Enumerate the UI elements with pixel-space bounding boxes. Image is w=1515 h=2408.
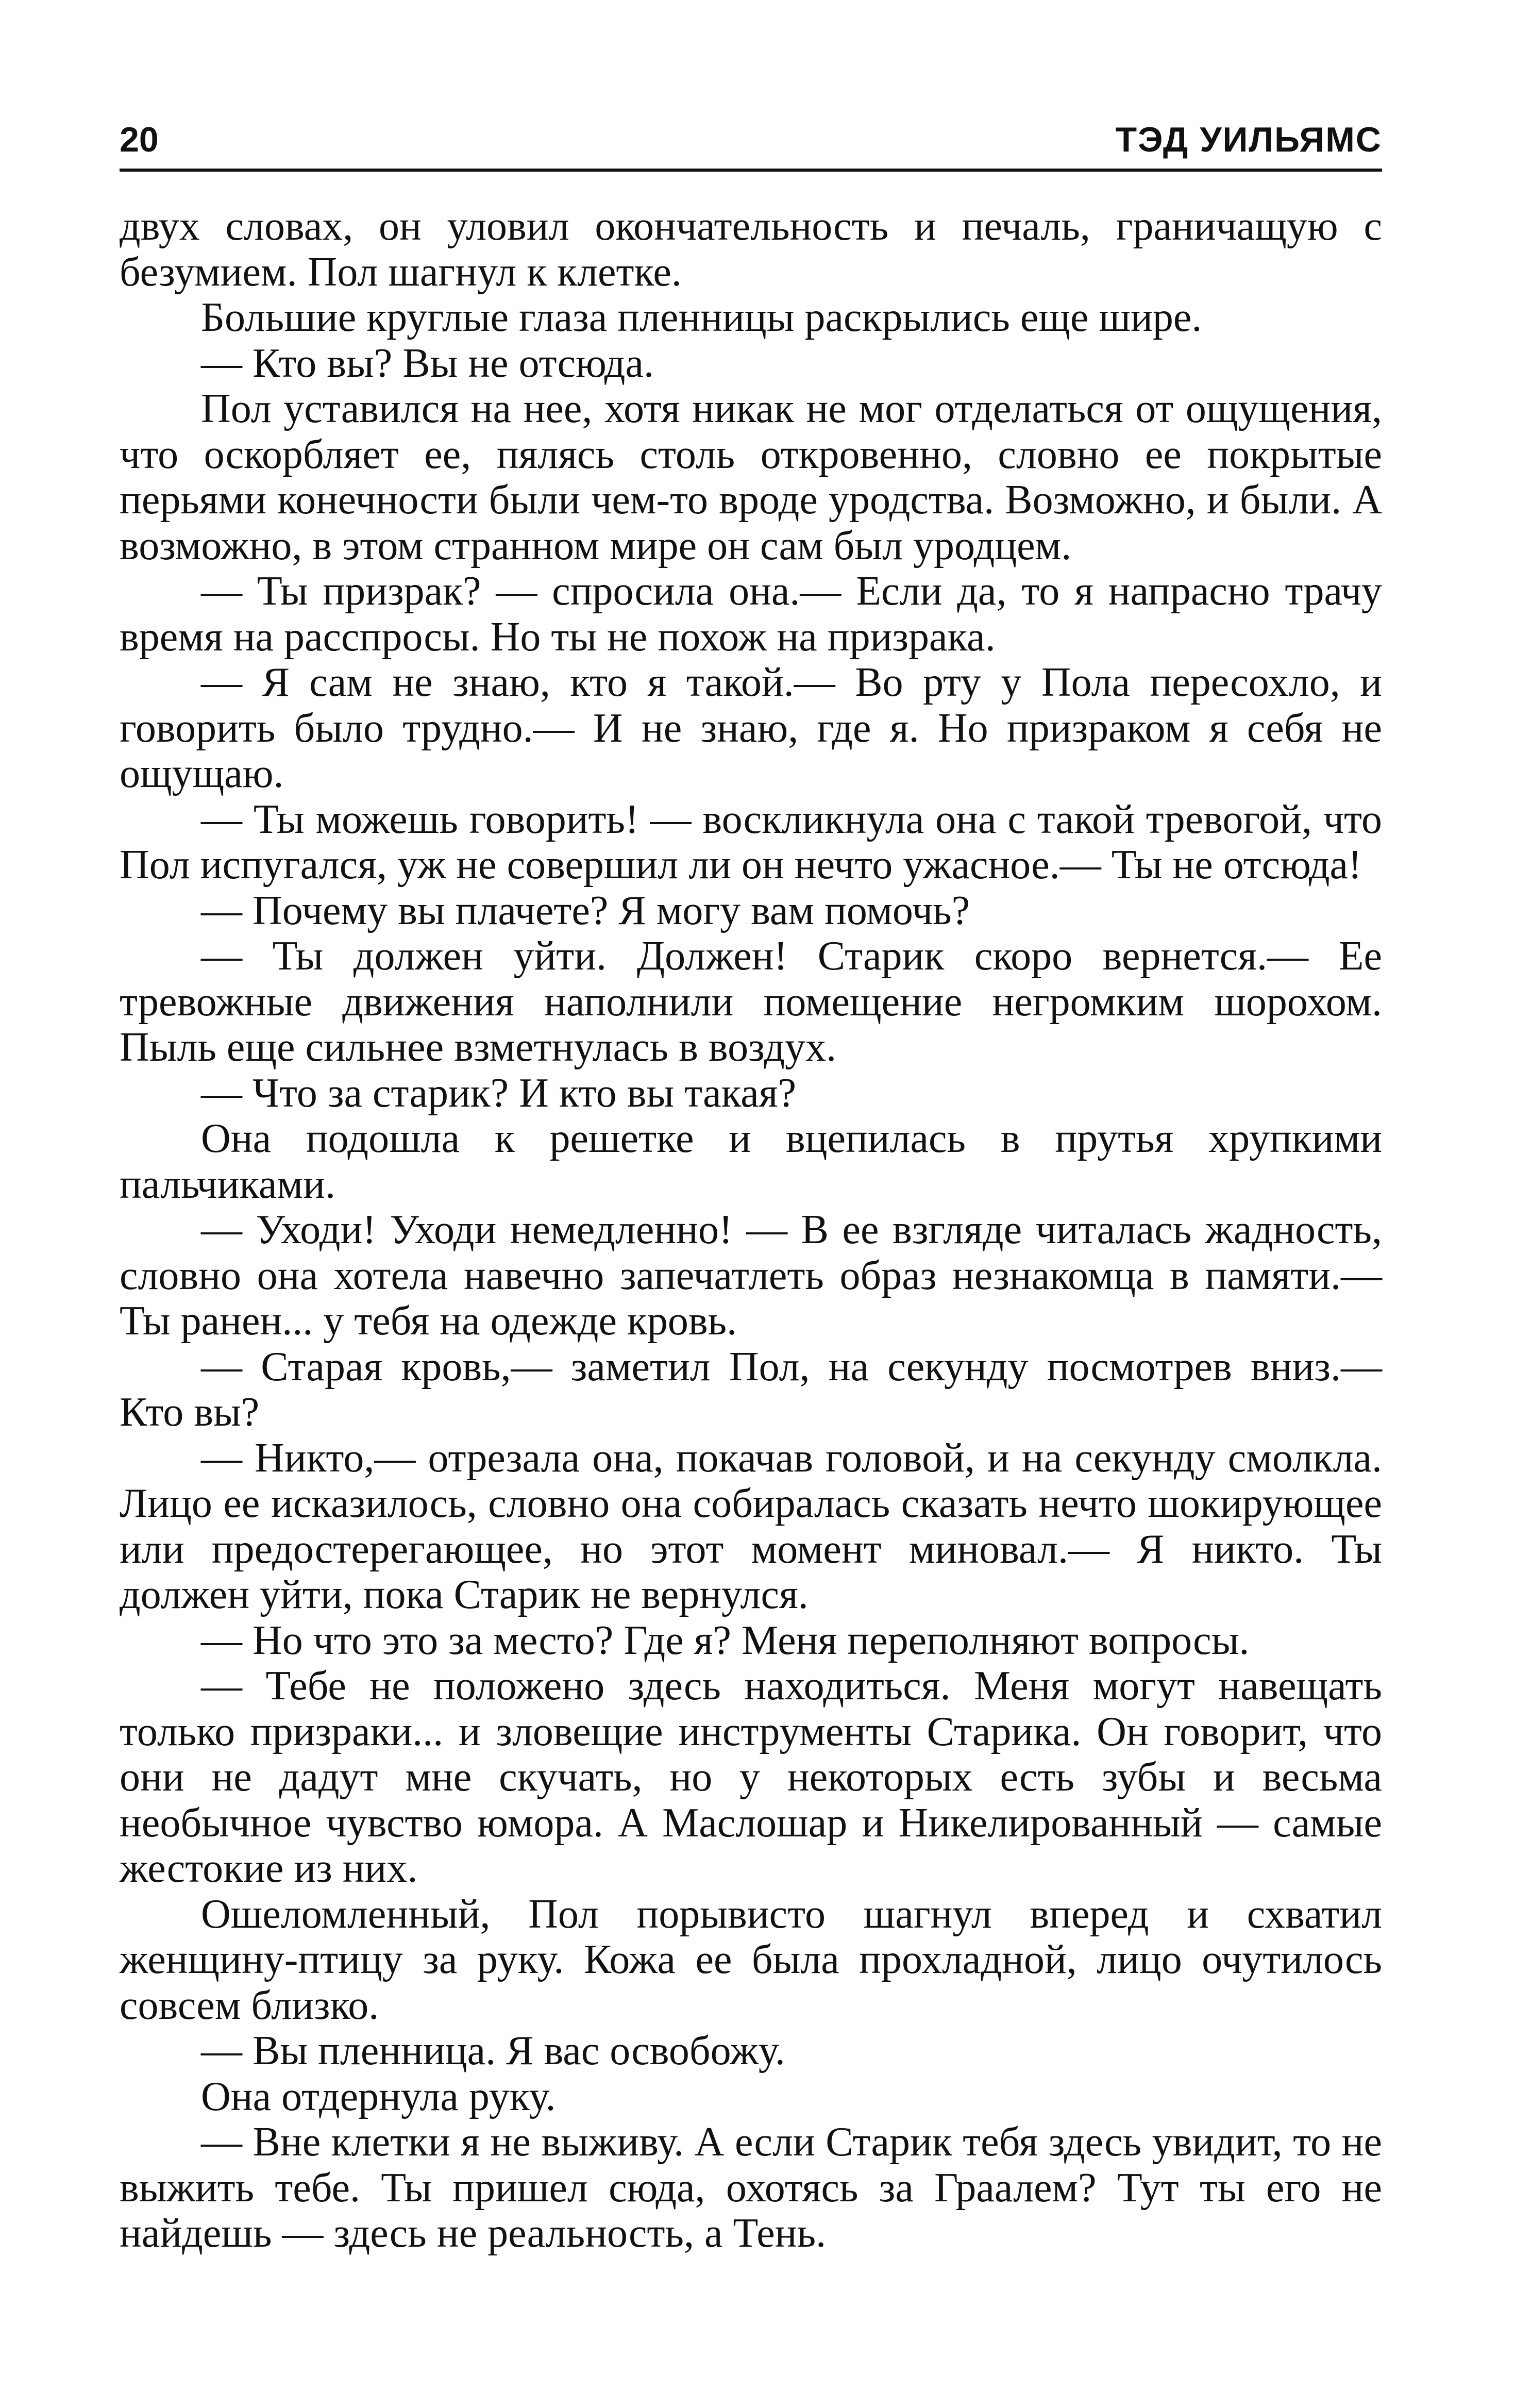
paragraph: Пол уставился на нее, хотя никак не мог отделаться от ощущения, что оскорбляет ее, пялясь столь откровенно, словно ее покрытые перьями конечности были чем-то вроде уродства. Возможно, и были. А возможно, в этом странном мире он сам был уродцем. (120, 386, 1382, 568)
paragraph: — Кто вы? Вы не отсюда. (201, 340, 654, 386)
paragraph: — Что за старик? И кто вы такая? (201, 1070, 797, 1116)
paragraph: — Старая кровь,— заметил Пол, на секунду посмотрев вниз.— Кто вы? (120, 1344, 1382, 1435)
paragraph: — Уходи! Уходи немедленно! — В ее взгляде читалась жадность, словно она хотела навечно запечатлеть образ незнакомца в памяти.— Ты ранен... у тебя на одежде кровь. (120, 1207, 1382, 1344)
page-header (120, 103, 1382, 172)
paragraph: — Никто,— отрезала она, покачав головой, и на секунду смолкла. Лицо ее исказилось, словно она собиралась сказать нечто шокирующее или предостерегающее, но этот момент миновал.— Я никто. Ты должен уйти, пока Старик не вернулся. (120, 1435, 1382, 1617)
running-title: ТЭД УИЛЬЯМС (1115, 120, 1382, 159)
paragraph: — Ты должен уйти. Должен! Старик скоро вернется.— Ее тревожные движения наполнили помещение негромким шорохом. Пыль еще сильнее взметнулась в воздух. (120, 933, 1382, 1070)
paragraph: — Ты можешь говорить! — воскликнула она с такой тревогой, что Пол испугался, уж не совершил ли он нечто ужасное.— Ты не отсюда! (120, 796, 1382, 888)
paragraph: Ошеломленный, Пол порывисто шагнул вперед и схватил женщину-птицу за руку. Кожа ее была прохладной, лицо очутилось совсем близко. (120, 1891, 1382, 2028)
paragraph: — Ты призрак? — спросила она.— Если да, то я напрасно трачу время на расспросы. Но ты не похож на призрака. (120, 568, 1382, 660)
paragraph: Большие круглые глаза пленницы раскрылись еще шире. (201, 295, 1202, 340)
book-page (120, 103, 1382, 2256)
paragraph: — Но что это за место? Где я? Меня переполняют вопросы. (201, 1617, 1250, 1663)
paragraph: — Почему вы плачете? Я могу вам помочь? (201, 888, 970, 933)
paragraph: Она подошла к решетке и вцепилась в прутья хрупкими пальчиками. (120, 1116, 1382, 1207)
paragraph: двух словах, он уловил окончательность и печаль, граничащую с безумием. Пол шагнул к клетке. (120, 204, 1382, 295)
paragraph: — Тебе не положено здесь находиться. Меня могут навещать только призраки... и зловещие инструменты Старика. Он говорит, что они не дадут мне скучать, но у некоторых есть зубы и весьма необычное чувство юмора. А Маслошар и Никелированный — самые жестокие из них. (120, 1663, 1382, 1891)
paragraph: Она отдернула руку. (201, 2073, 556, 2119)
paragraph: — Вне клетки я не выживу. А если Старик тебя здесь увидит, то не выжить тебе. Ты пришел сюда, охотясь за Граалем? Тут ты его не найдешь — здесь не реальность, а Тень. (120, 2119, 1382, 2256)
page-number: 20 (120, 120, 159, 159)
paragraph: — Вы пленница. Я вас освобожу. (201, 2028, 785, 2073)
page-body (120, 204, 1382, 2256)
paragraph: — Я сам не знаю, кто я такой.— Во рту у Пола пересохло, и говорить было трудно.— И не знаю, где я. Но призраком я себя не ощущаю. (120, 660, 1382, 796)
